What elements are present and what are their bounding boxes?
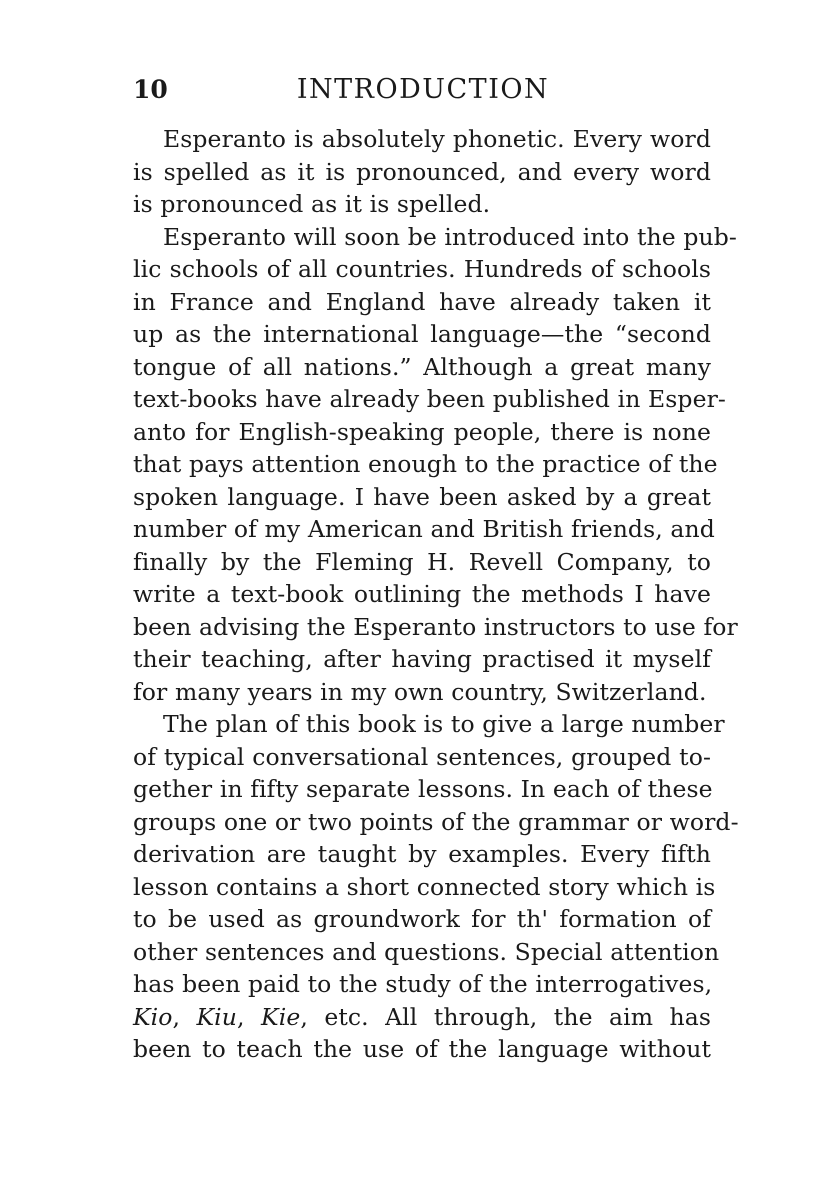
text-line: groups one or two points of the grammar or word- (133, 807, 739, 836)
text-line: number of my American and British friends, and (133, 515, 715, 543)
text-line: in France and England have already taken it (133, 287, 711, 316)
text-line: has been paid to the study of the interrogatives, (133, 970, 713, 998)
text-line: derivation are taught by examples. Every fifth (133, 840, 711, 868)
page-header (133, 70, 713, 110)
text-line: been to teach the use of the language without (133, 1035, 711, 1063)
text-line: finally by the Fleming H. Revell Company, to (133, 547, 711, 576)
interrogative-word: Kie (261, 1002, 301, 1031)
text-line: Kio, Kiu, Kie, etc. All through, the aim has (133, 1002, 712, 1031)
interrogative-word: Kio (133, 1002, 173, 1031)
text-line: spoken language. I have been asked by a great (133, 482, 711, 511)
text-line: gether in fifty separate lessons. In each of these (133, 775, 713, 803)
text-line: that pays attention enough to the practice of the (133, 450, 718, 478)
text-line: is spelled as it is pronounced, and every word (133, 157, 711, 186)
text-line: lic schools of all countries. Hundreds of schools (133, 255, 711, 283)
text-line: The plan of this book is to give a large number (163, 710, 725, 738)
text-line: Esperanto will soon be introduced into the pub- (163, 222, 737, 251)
interrogative-word: Kiu (196, 1002, 238, 1031)
text-line: been advising the Esperanto instructors to use for (133, 612, 738, 641)
text-line: their teaching, after having practised it myself (133, 645, 711, 673)
body-text (133, 123, 739, 1066)
text-line: other sentences and questions. Special attention (133, 937, 720, 966)
text-line: of typical conversational sentences, grouped to- (133, 742, 711, 771)
running-title: INTRODUCTION (296, 74, 550, 105)
text-line: is pronounced as it is spelled. (133, 190, 491, 218)
page-number: 10 (133, 75, 168, 104)
text-line: Esperanto is absolutely phonetic. Every word (163, 125, 711, 153)
text-line: tongue of all nations.” Although a great many (133, 352, 711, 381)
text-line: text-books have already been published in Esper- (133, 385, 726, 413)
text-line: for many years in my own country, Switzerland. (133, 677, 707, 706)
text-line: anto for English-speaking people, there is none (133, 417, 711, 446)
text-line: to be used as groundwork for th' formation of (133, 905, 711, 933)
text-line: up as the international language—the “second (133, 320, 711, 348)
text-line: write a text-book outlining the methods I have (133, 580, 711, 608)
text-line: lesson contains a short connected story which is (133, 872, 716, 901)
